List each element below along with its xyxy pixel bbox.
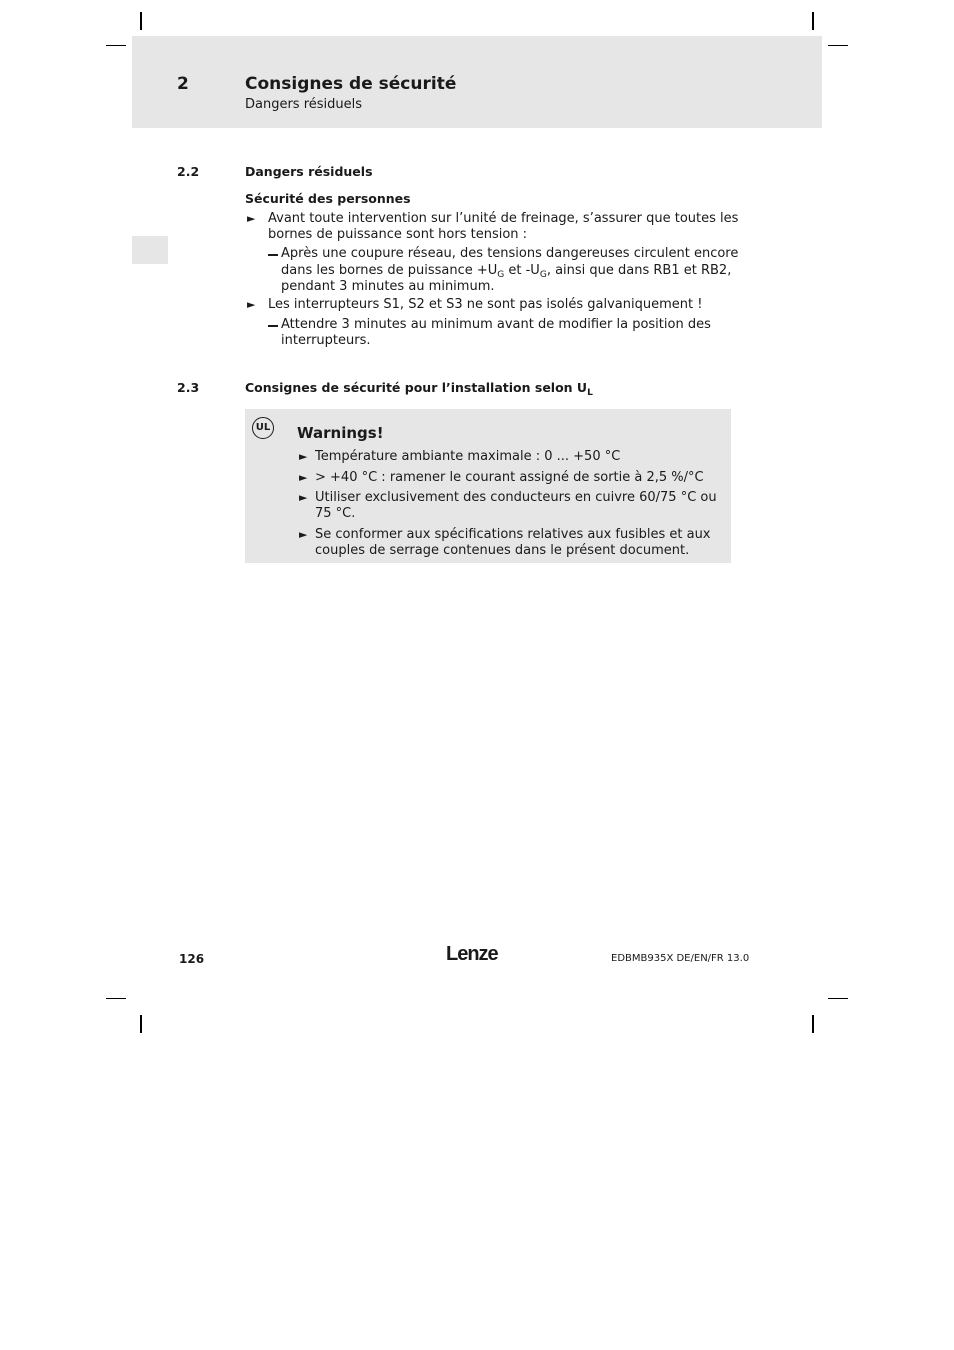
- bullet-triangle-icon: ►: [247, 212, 256, 225]
- section-title: Dangers résiduels: [245, 164, 373, 179]
- dash-text: Attendre 3 minutes au minimum avant de modifier la position des: [281, 317, 711, 332]
- chapter-header-band: [132, 36, 822, 128]
- warning-item: Température ambiante maximale : 0 ... +50 °C: [315, 449, 621, 464]
- dash-icon: [268, 325, 278, 327]
- bullet-text: Avant toute intervention sur l’unité de freinage, s’assurer que toutes les: [268, 211, 739, 226]
- crop-mark: [106, 45, 126, 46]
- page-number: 126: [179, 952, 205, 966]
- chapter-title: Consignes de sécurité: [245, 74, 457, 94]
- dash-text: Après une coupure réseau, des tensions dangereuses circulent encore: [281, 246, 739, 261]
- dash-icon: [268, 254, 278, 256]
- bullet-text: bornes de puissance sont hors tension :: [268, 227, 528, 242]
- warning-item: 75 °C.: [315, 506, 356, 521]
- brand-logo: Lenze: [446, 943, 498, 965]
- ul-logo-icon: UL: [252, 417, 274, 439]
- dash-text: interrupteurs.: [281, 333, 371, 348]
- bullet-triangle-icon: ►: [299, 491, 308, 504]
- bullet-triangle-icon: ►: [299, 450, 308, 463]
- warning-item: > +40 °C : ramener le courant assigné de sortie à 2,5 %/°C: [315, 470, 704, 485]
- crop-mark: [812, 12, 814, 30]
- section-number: 2.2: [177, 164, 200, 179]
- warning-item: Utiliser exclusivement des conducteurs en cuivre 60/75 °C ou: [315, 490, 717, 505]
- crop-mark: [140, 12, 142, 30]
- bullet-triangle-icon: ►: [299, 528, 308, 541]
- subheading: Sécurité des personnes: [245, 191, 411, 206]
- bullet-triangle-icon: ►: [247, 298, 256, 311]
- document-reference: EDBMB935X DE/EN/FR 13.0: [611, 953, 750, 964]
- crop-mark: [812, 1015, 814, 1033]
- warning-item: Se conformer aux spécifications relatives aux fusibles et aux: [315, 527, 711, 542]
- crop-mark: [106, 998, 126, 999]
- crop-mark: [828, 45, 848, 46]
- chapter-number: 2: [177, 74, 189, 94]
- dash-text: dans les bornes de puissance $+U_G$ et $-U_G$, ainsi que dans RB1 et RB2,: [281, 263, 732, 280]
- crop-mark: [828, 998, 848, 999]
- section-number: 2.3: [177, 380, 200, 395]
- chapter-side-tab: [132, 236, 168, 264]
- section-title: Consignes de sécurité pour l’installation selon $U_L$: [245, 380, 593, 398]
- bullet-text: Les interrupteurs S1, S2 et S3 ne sont pas isolés galvaniquement !: [268, 297, 703, 312]
- warning-item: couples de serrage contenues dans le présent document.: [315, 543, 690, 558]
- crop-mark: [140, 1015, 142, 1033]
- chapter-subtitle: Dangers résiduels: [245, 97, 363, 112]
- dash-text: pendant 3 minutes au minimum.: [281, 279, 495, 294]
- bullet-triangle-icon: ►: [299, 471, 308, 484]
- warnings-title: Warnings!: [297, 424, 384, 442]
